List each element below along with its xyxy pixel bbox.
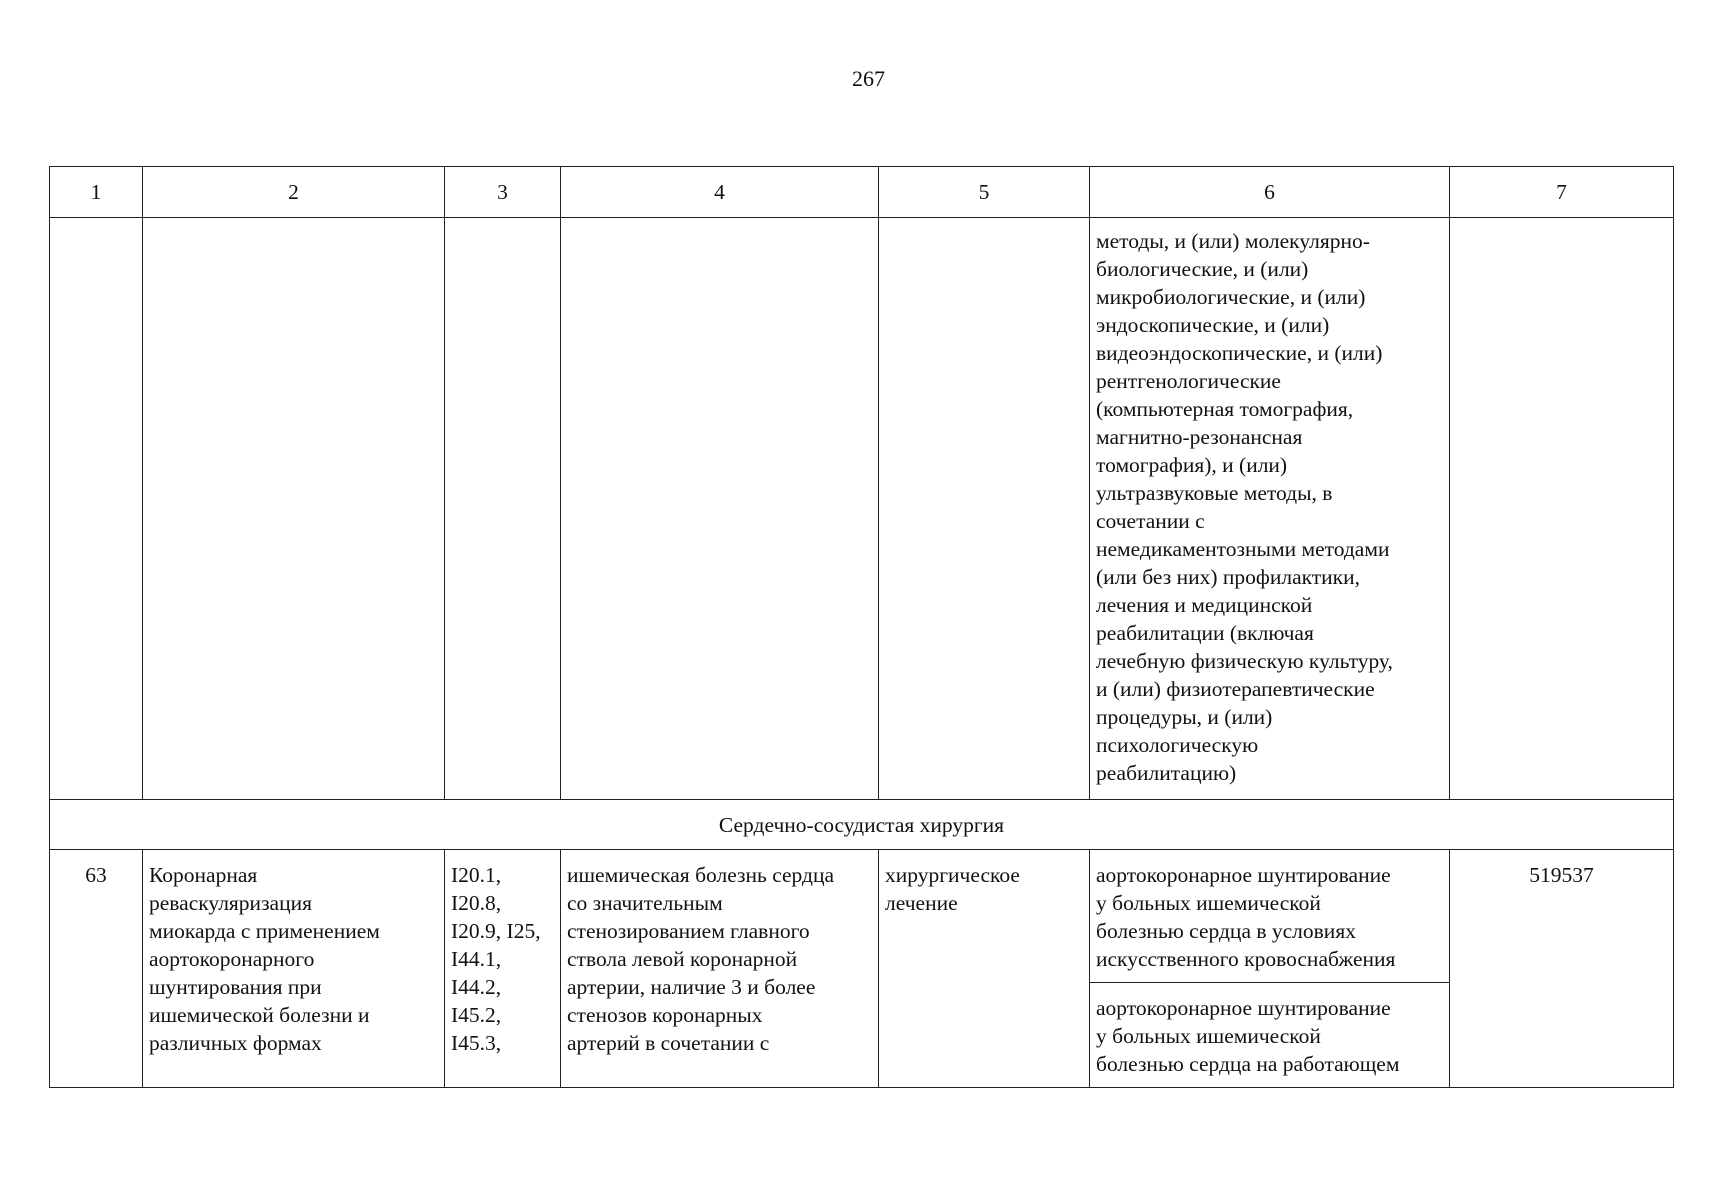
column-header-5: 5 <box>879 167 1090 218</box>
empty-cell <box>879 218 1090 800</box>
treatment-methods-stack <box>1090 850 1449 1086</box>
empty-cell <box>445 218 561 800</box>
treatment-methods-continuation: методы, и (или) молекулярно- биологические, и (или) микробиологические, и (или) эндоскопические, и (или) видеоэндоскопические, и (или) рентгенологические (компьютерная томография, магнитно-резонансная томография), и (или) ультразвуковые методы, в сочетании с немедикаментозными методами (или без них) профилактики, лечения и медицинской реабилитации (включая лечебную физическую культуру, и (или) физиотерапевтические процедуры, и (или) психологическую реабилитацию) <box>1090 218 1450 800</box>
column-header-1: 1 <box>50 167 143 218</box>
column-header-2: 2 <box>143 167 445 218</box>
section-row <box>50 800 1674 850</box>
page-number: 267 <box>852 66 885 91</box>
treatment-method-2: аортокоронарное шунтирование у больных ишемической болезнью сердца на работающем <box>1096 996 1400 1076</box>
empty-cell <box>50 218 143 800</box>
column-number-row <box>50 167 1674 218</box>
treatment-type: хирургическое лечение <box>879 850 1090 1088</box>
medical-care-table <box>49 166 1674 1088</box>
patient-model: ишемическая болезнь сердца со значительным стенозированием главного ствола левой коронарной артерии, наличие 3 и более стенозов коронарных артерий в сочетании с <box>561 850 879 1088</box>
section-title: Сердечно-сосудистая хирургия <box>50 800 1674 850</box>
empty-cell <box>143 218 445 800</box>
empty-cell <box>561 218 879 800</box>
entry-number: 63 <box>50 850 143 1088</box>
treatment-methods-cell <box>1090 850 1450 1088</box>
column-header-3: 3 <box>445 167 561 218</box>
column-header-7: 7 <box>1450 167 1674 218</box>
empty-cell <box>1450 218 1674 800</box>
icd-codes: I20.1, I20.8, I20.9, I25, I44.1, I44.2, I45.2, I45.3, <box>445 850 561 1088</box>
cost-value: 519537 <box>1450 850 1674 1088</box>
treatment-method-1: аортокоронарное шунтирование у больных ишемической болезнью сердца в условиях искусственного кровоснабжения <box>1090 850 1449 983</box>
column-header-4: 4 <box>561 167 879 218</box>
column-header-6: 6 <box>1090 167 1450 218</box>
entry-name: Коронарная реваскуляризация миокарда с применением аортокоронарного шунтирования при ишемической болезни и различных формах <box>143 850 445 1088</box>
continuation-row <box>50 218 1674 800</box>
table-row <box>50 850 1674 1088</box>
